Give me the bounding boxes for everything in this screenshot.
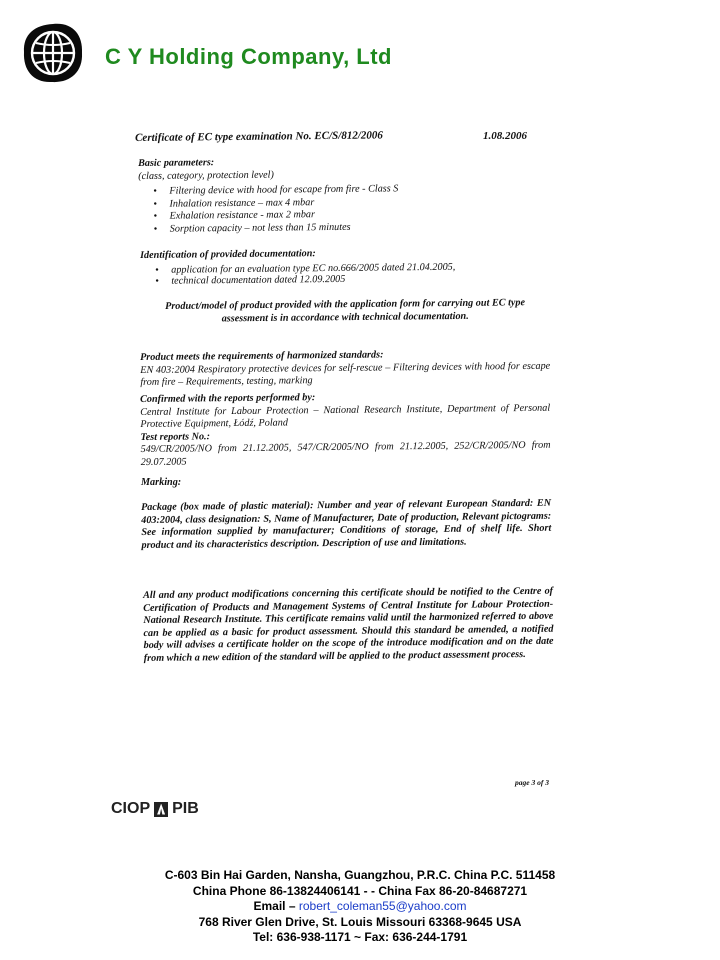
page-number: page 3 of 3: [515, 778, 549, 787]
list-item: • application for an evaluation type EC no.666/2005 dated 21.04.2005,: [140, 260, 550, 276]
test-reports-text: 549/CR/2005/NO from 21.12.2005, 547/CR/2005/NO from 21.12.2005, 252/CR/2005/NO from 29.07.2005: [140, 440, 551, 468]
phone-line: China Phone 86-13824406141 - - China Fax 86-20-84687271: [192, 883, 528, 898]
test-reports-heading: Test reports No.:: [140, 431, 211, 443]
identification-heading: Identification of provided documentation:: [140, 248, 316, 261]
list-item: • Filtering device with hood for escape from fire - Class S: [138, 182, 538, 199]
list-item: • technical documentation dated 12.09.2005: [140, 272, 550, 288]
identification-section: [140, 246, 550, 288]
list-item: • Exhalation resistance - max 2 mbar: [139, 207, 539, 224]
harmonized-standards-section: [140, 348, 550, 390]
address-line: C-603 Bin Hai Garden, Nansha, Guangzhou, P.R.C. China P.C. 511458: [164, 868, 556, 882]
harmonized-heading: Product meets the requirements of harmonized standards:: [140, 349, 384, 363]
ciop-mark-icon: [154, 802, 168, 817]
product-model-statement: Product/model of product provided with the application form for carrying out EC type assessment is in accordance with technical documentation.: [165, 297, 526, 325]
logo-text-left: CIOP: [111, 800, 151, 817]
confirmed-heading: Confirmed with the reports performed by:: [140, 392, 316, 405]
basic-parameters-section: [138, 154, 539, 237]
harmonized-text: EN 403:2004 Respiratory protective devices for self-rescue – Filtering devices with hood for escape from fire – Requirements, testing, marking: [140, 360, 551, 389]
email-label: Email –: [253, 899, 296, 914]
basic-parameters-subheading: (class, category, protection level): [138, 169, 274, 182]
confirmed-text: Central Institute for Labour Protection – National Research Institute, Department of Personal Protective Equipment, Łódź, Poland: [140, 402, 551, 431]
basic-parameters-heading: Basic parameters:: [138, 157, 215, 169]
logo-text-right: PIB: [172, 800, 199, 817]
email-link[interactable]: robert_coleman55@yahoo.com: [298, 899, 467, 914]
confirmed-section: [140, 390, 551, 470]
ciop-pib-logo: [111, 800, 199, 818]
modifications-text: All and any product modifications concerning this certificate should be notified to the Centre of Certification of Products and Management Systems of Central Institute for Labour Protection-National Research Institute. This certificate remains valid until the harmonized referred to above can be applied as a basic for product assessment. Should this standard be amended, a notified body will advises a certificate holder on the scope of the introduce modification and on the date from which a new edition of the standard will be applied to the product assessment process.: [143, 585, 554, 664]
email-line: [0, 899, 720, 915]
package-text: Package (box made of plastic material): Number and year of relevant European Standard: EN 403:2004, class designation: S, Name of Manufacturer, Date of production, Relevant pictograms: See information supplied by manufacturer; Conditions of storage, End of shelf life. Short product and its characteristics description. Description of use and limitations.: [141, 497, 552, 551]
us-phone-line: Tel: 636-938-1171 ~ Fax: 636-244-1791: [252, 930, 468, 945]
company-name: C Y Holding Company, Ltd: [105, 44, 392, 69]
marking-heading: Marking:: [141, 477, 182, 488]
list-item: • Inhalation resistance – max 4 mbar: [138, 195, 538, 212]
contact-footer: [0, 868, 720, 946]
globe-icon: [22, 22, 84, 84]
us-address-line: 768 River Glen Drive, St. Louis Missouri 63368-9645 USA: [198, 914, 522, 929]
certificate-date: 1.08.2006: [483, 130, 527, 142]
list-item: • Sorption capacity – not less than 15 minutes: [139, 220, 539, 237]
certificate-title: Certificate of EC type examination No. EC/S/812/2006: [135, 129, 383, 144]
